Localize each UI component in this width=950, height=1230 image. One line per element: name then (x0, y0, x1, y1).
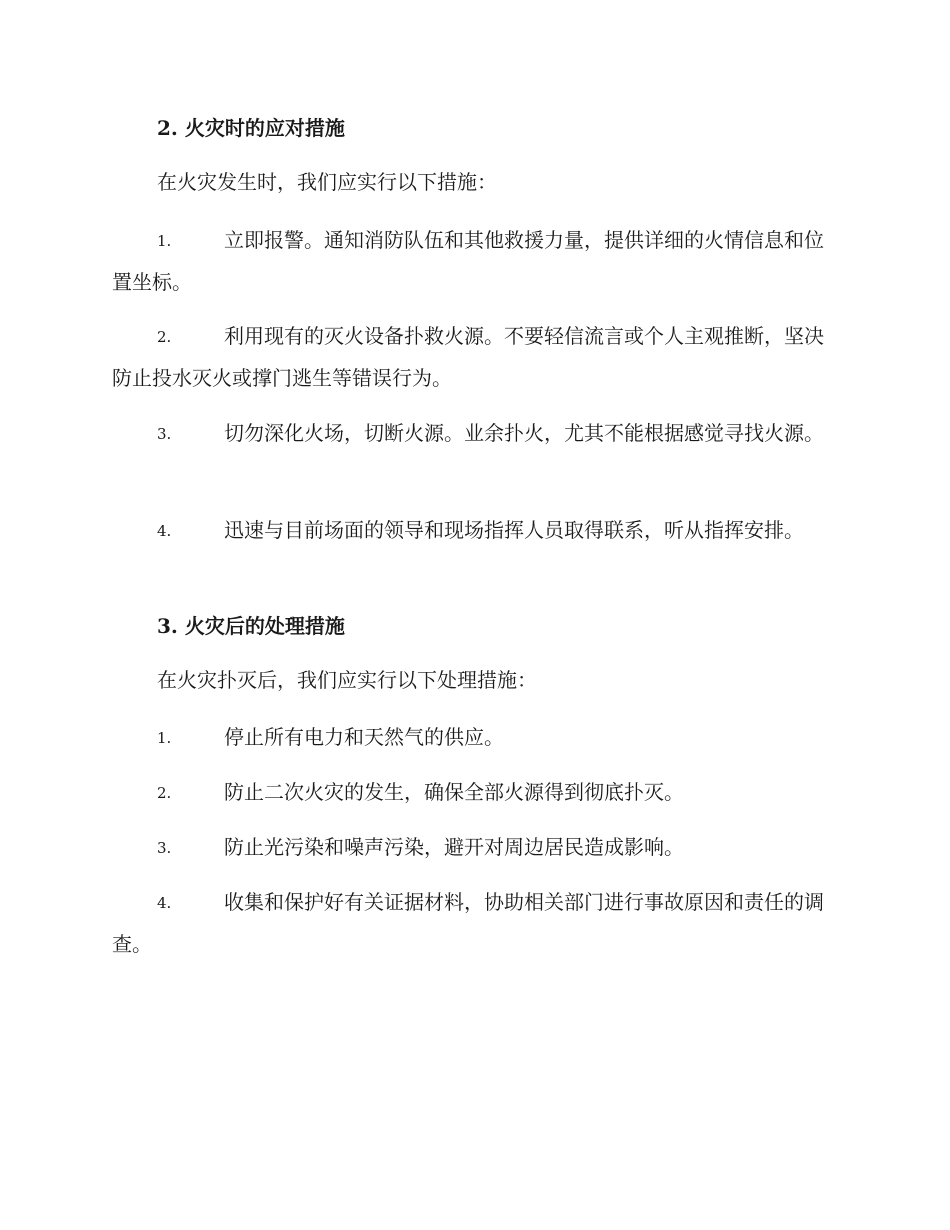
list-item-number: 3. (157, 839, 172, 857)
list-item-text: 利用现有的灭火设备扑救火源。不要轻信流言或个人主观推断，坚决防止投水灭火或撑门逃生等错误行为。 (112, 324, 824, 390)
list-item-text: 收集和保护好有关证据材料，协助相关部门进行事故原因和责任的调查。 (112, 890, 824, 956)
list-item-number: 2. (157, 784, 172, 802)
list-item-number: 1. (157, 729, 172, 747)
section-2-intro: 在火灾发生时，我们应实行以下措施： (157, 170, 497, 194)
list-item-number: 2. (157, 328, 172, 346)
section-3-intro: 在火灾扑灭后，我们应实行以下处理措施： (157, 668, 537, 692)
list-item-number: 3. (157, 425, 172, 443)
list-item-number: 4. (157, 522, 172, 540)
list-item-text: 防止二次火灾的发生，确保全部火源得到彻底扑灭。 (224, 780, 684, 804)
section-2-heading: 2. 火灾时的应对措施 (157, 116, 345, 140)
list-item-text: 迅速与目前场面的领导和现场指挥人员取得联系，听从指挥安排。 (224, 518, 804, 542)
section-3-heading: 3. 火灾后的处理措施 (157, 614, 345, 638)
list-item-text: 立即报警。通知消防队伍和其他救援力量，提供详细的火情信息和位置坐标。 (112, 228, 824, 294)
list-item-text: 防止光污染和噪声污染，避开对周边居民造成影响。 (224, 835, 684, 859)
list-item-number: 4. (157, 894, 172, 912)
list-item-text: 切勿深化火场，切断火源。业余扑火，尤其不能根据感觉寻找火源。 (224, 421, 824, 445)
list-item-text: 停止所有电力和天然气的供应。 (224, 725, 504, 749)
list-item-number: 1. (157, 232, 172, 250)
